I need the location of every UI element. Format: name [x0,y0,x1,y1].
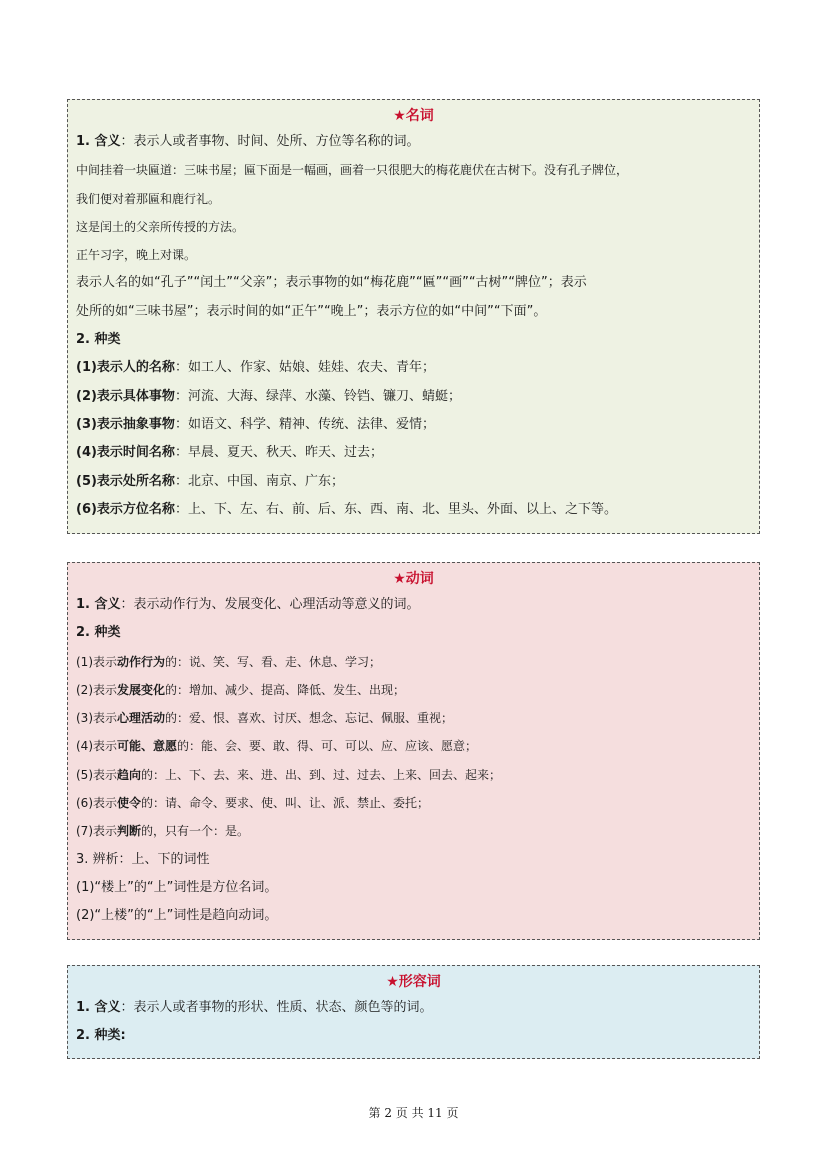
verb-kind-item: (5)表示趋向的：上、下、去、来、进、出、到、过、过去、上来、回去、起来； [76,767,502,782]
verb-kinds-heading: 2. 种类 [76,625,121,641]
verb-kind-item: (6)表示使令的：请、命令、要求、使、叫、让、派、禁止、委托； [76,796,430,811]
noun-title: ★名词 [393,108,434,124]
verb-kind-item: (3)表示心理活动的：爱、恨、喜欢、讨厌、想念、忘记、佩服、重视； [76,711,454,726]
adjective-title: ★形容词 [386,974,441,990]
noun-kind-item: (4)表示时间名称：早晨、夏天、秋天、昨天、过去； [76,445,383,461]
verb-kind-item: (7)表示判断的，只有一个：是。 [76,824,250,839]
adjective-kinds-heading: 2. 种类: [76,1028,126,1044]
noun-explanation: 处所的如“三味书屋”；表示时间的如“正午”“晚上”；表示方位的如“中间”“下面”。 [76,303,547,319]
verb-definition [76,591,751,619]
verb-analysis-title: 3. 辨析：上、下的词性 [76,851,210,867]
noun-def-label: 1. 含义 [76,134,121,149]
verb-kind-item: (1)表示动作行为的：说、笑、写、看、走、休息、学习； [76,654,382,669]
noun-section [67,99,760,534]
noun-example: 中间挂着一块匾道：三味书屋；匾下面是一幅画，画着一只很肥大的梅花鹿伏在古树下。没有孔子牌位， [76,163,629,178]
adjective-definition [76,994,751,1022]
verb-def-label: 1. 含义 [76,597,121,612]
page-footer: 第 2 页 共 11 页 [368,1106,459,1120]
noun-definition [76,128,751,156]
noun-kinds-heading: 2. 种类 [76,332,121,348]
noun-example: 正午习字，晚上对课。 [76,248,197,263]
verb-analysis-item: (1)“楼上”的“上”词性是方位名词。 [76,879,278,895]
noun-kind-item: (1)表示人的名称：如工人、作家、姑娘、娃娃、农夫、青年； [76,360,435,376]
adjective-def-label: 1. 含义 [76,1000,121,1015]
noun-example: 我们便对着那匾和鹿行礼。 [76,191,221,206]
verb-title: ★动词 [393,571,434,587]
verb-kind-item: (4)表示可能、意愿的：能、会、要、敢、得、可、可以、应、应该、愿意； [76,739,478,754]
noun-kind-item: (5)表示处所名称：北京、中国、南京、广东； [76,473,344,489]
verb-section [67,562,760,940]
noun-kind-item: (6)表示方位名称：上、下、左、右、前、后、东、西、南、北、里头、外面、以上、之下等。 [76,501,617,517]
noun-example: 这是闰土的父亲所传授的方法。 [76,219,245,234]
verb-kind-item: (2)表示发展变化的：增加、减少、提高、降低、发生、出现； [76,682,406,697]
verb-def-text: ：表示动作行为、发展变化、心理活动等意义的词。 [120,597,420,612]
noun-kind-item: (3)表示抽象事物：如语文、科学、精神、传统、法律、爱情； [76,416,435,432]
noun-kind-item: (2)表示具体事物：河流、大海、绿萍、水藻、铃铛、镰刀、蜻蜓； [76,388,461,404]
verb-analysis-item: (2)“上楼”的“上”词性是趋向动词。 [76,908,278,924]
adjective-section [67,965,760,1059]
adjective-def-text: ：表示人或者事物的形状、性质、状态、颜色等的词。 [120,1000,433,1015]
noun-def-text: ：表示人或者事物、时间、处所、方位等名称的词。 [120,134,420,149]
noun-explanation: 表示人名的如“孔子”“闰土”“父亲”；表示事物的如“梅花鹿”“匾”“画”“古树”“牌位”；表示 [76,275,587,291]
